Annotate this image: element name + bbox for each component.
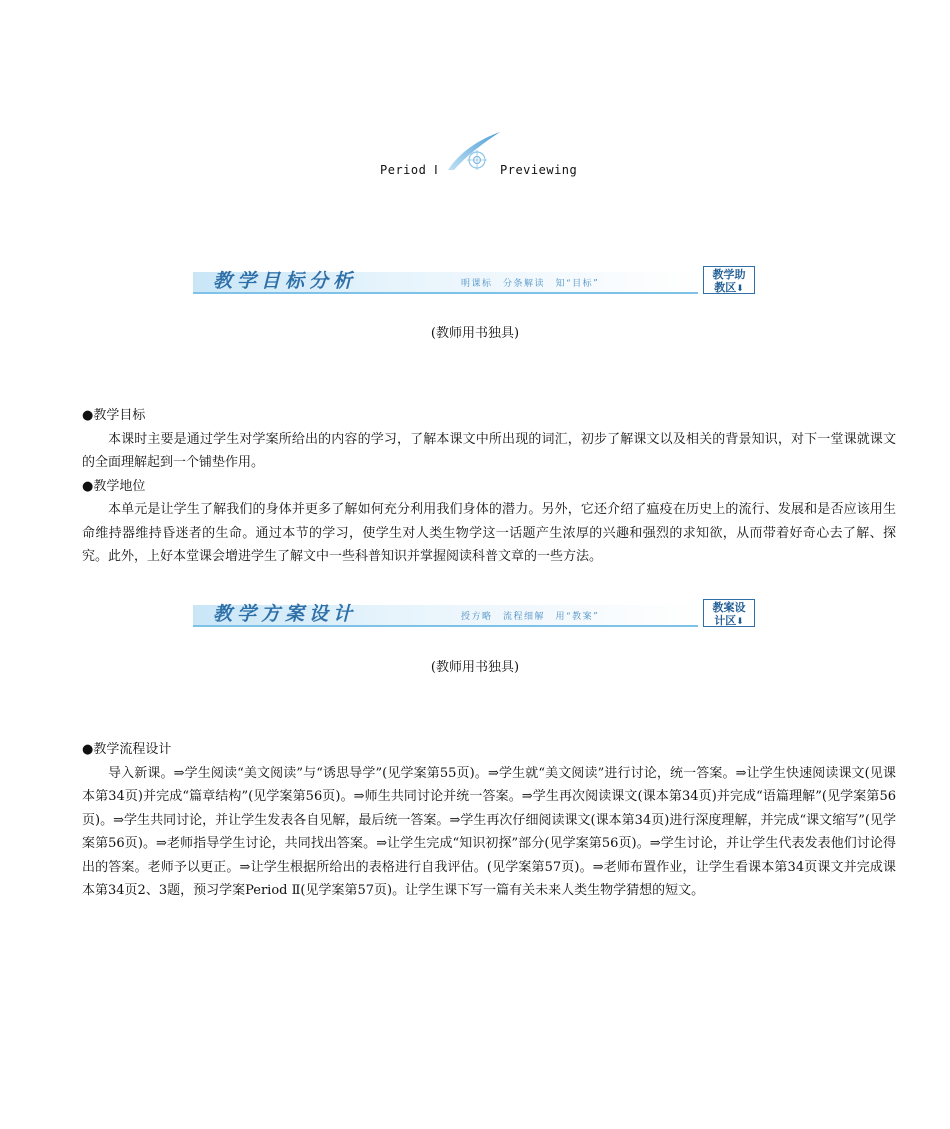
- teacher-note: (教师用书独具): [430, 326, 520, 341]
- position-heading: ●教学地位: [82, 478, 146, 494]
- period-label: Period Ⅰ: [380, 163, 439, 177]
- banner-tag-line2: 教区: [714, 281, 737, 294]
- banner-tag-line1: 教案设: [712, 601, 746, 614]
- goal-heading: ●教学目标: [82, 408, 146, 423]
- teacher-note: (教师用书独具): [430, 660, 520, 675]
- arrow-down-icon: ⬇: [736, 284, 744, 294]
- period-header: [0, 130, 950, 180]
- banner-tag-line1: 教学助: [712, 268, 746, 281]
- section-banner-plan: [193, 599, 757, 629]
- flow-text: 导入新课。⇒学生阅读“美文阅读”与“诱思导学”(见学案第55页)。⇒学生就“美文阅读”进行讨论，统一答案。⇒让学生快速阅读课文(见课本第34页)并完成“篇章结构”(见学案第56页)。⇒师生共同讨论并统一答案。⇒学生再次阅读课文(课本第34页)并完成“语篇理解”(见学案第56页)。⇒学生共同讨论，并让学生发表各自见解，最后统一答案。⇒学生再次仔细阅读课文(课本第34页)进行深度理解，并完成“课文缩写”(见学案第56页)。⇒老师指导学生讨论，共同找出答案。⇒让学生完成“知识初探”部分(见学案第56页)。⇒学生讨论，并让学生代表发表他们讨论得出的答案。老师予以更正。⇒让学生根据所给出的表格进行自我评估。(见学案第57页)。⇒老师布置作业，让学生看课本第34页课文并完成课本第34页2、3题，预习学案Period Ⅱ(见学案第57页)。让学生课下写一篇有关未来人类生物学猜想的短文。: [82, 765, 896, 898]
- flow-block: [82, 738, 896, 903]
- goals-block: [82, 404, 896, 569]
- section-banner-goals: [193, 266, 757, 296]
- arrow-down-icon: ⬇: [736, 617, 744, 627]
- banner-tag-line2: 计区: [714, 614, 737, 627]
- position-text: 本单元是让学生了解我们的身体并更多了解如何充分利用我们身体的潜力。另外，它还介绍了瘟疫在历史上的流行、发展和是否应该用生命维持器维持昏迷者的生命。通过本节的学习，使学生对人类生物学这一话题产生浓厚的兴趣和强烈的求知欲，从而带着好奇心去了解、探究。此外，上好本堂课会增进学生了解文中一些科普知识并掌握阅读科普文章的一些方法。: [82, 502, 896, 564]
- banner-title: 教学方案设计: [213, 603, 358, 625]
- banner-tag: [703, 266, 755, 294]
- banner-title: 教学目标分析: [213, 270, 358, 292]
- flow-heading: ●教学流程设计: [82, 742, 172, 757]
- banner-tag: [703, 599, 755, 627]
- compass-swoosh-icon: [440, 130, 504, 174]
- goal-text: 本课时主要是通过学生对学案所给出的内容的学习，了解本课文中所出现的词汇，初步了解课文以及相关的背景知识，对下一堂课就课文的全面理解起到一个铺垫作用。: [82, 431, 896, 470]
- period-subtitle: Previewing: [500, 163, 578, 177]
- banner-motto: 授方略 流程细解 用“教案”: [461, 612, 600, 622]
- banner-motto: 明课标 分条解读 知“目标”: [461, 279, 600, 289]
